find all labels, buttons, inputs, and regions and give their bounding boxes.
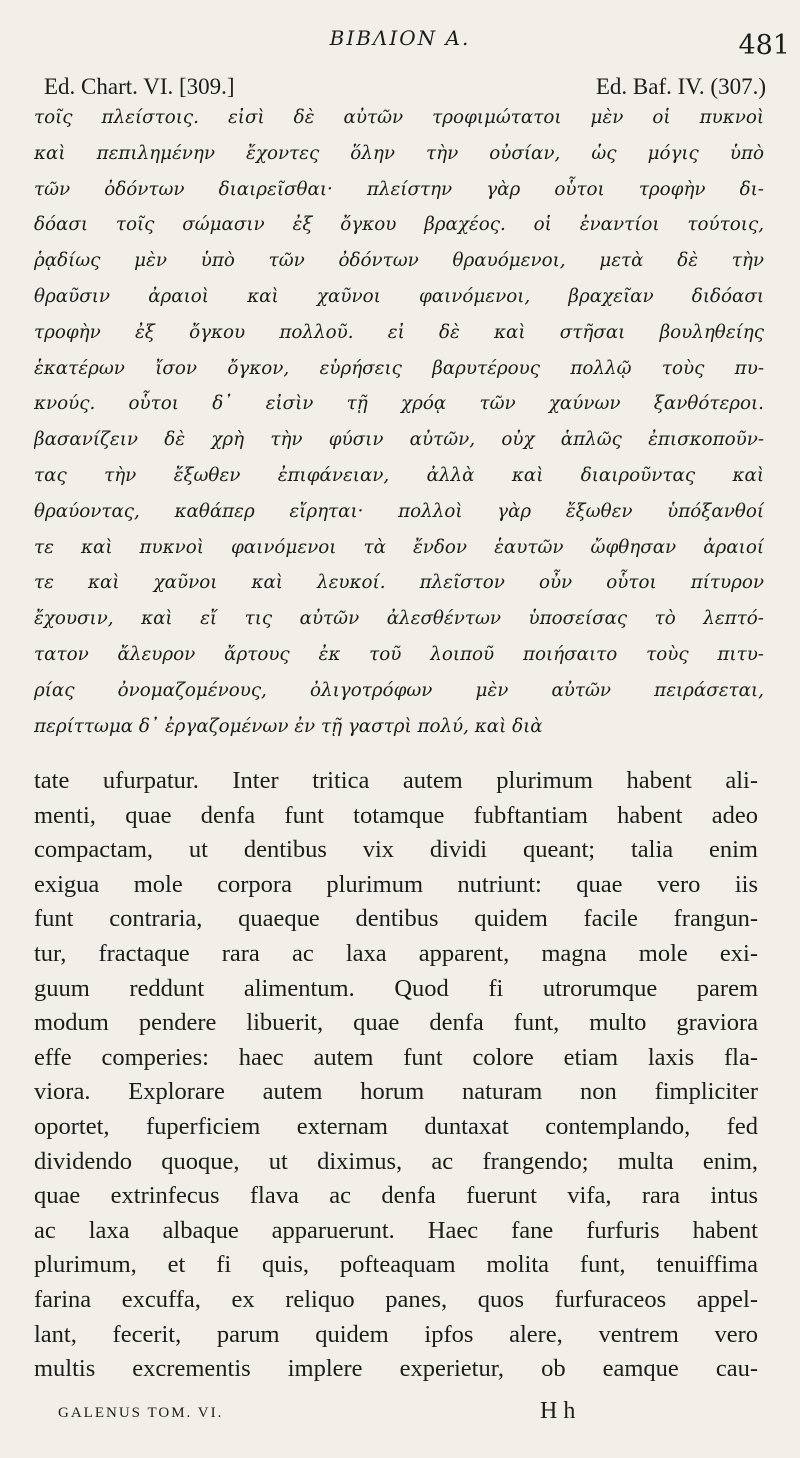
latin-text-line: plurimum, et fi quis, pofteaquam molita funt, tenuiffima <box>34 1251 758 1279</box>
greek-text-line: ἑκατέρων ἴσον ὄγκον, εὑρήσεις βαρυτέρους πολλῷ τοὺς πυ- <box>34 357 764 379</box>
greek-text-line: περίττωμα δ᾽ ἐργαζομένων ἐν τῇ γαστρὶ πολύ, καὶ διὰ <box>34 715 543 737</box>
greek-text-line: ῥᾳδίως μὲν ὑπὸ τῶν ὀδόντων θραυόμενοι, μετὰ δὲ τὴν <box>34 250 764 272</box>
latin-text-line: oportet, fuperficiem externam duntaxat contemplando, fed <box>34 1112 758 1140</box>
greek-text-line: τῶν ὀδόντων διαιρεῖσθαι· πλείστην γὰρ οὗτοι τροφὴν δι- <box>34 178 764 200</box>
latin-text-line: farina excuffa, ex reliquo panes, quos furfuraceos appel- <box>34 1285 758 1313</box>
edition-reference-left: Ed. Chart. VI. [309.] <box>44 74 235 99</box>
latin-text-line: modum pendere libuerit, quae denfa funt, multo graviora <box>34 1009 758 1037</box>
latin-text-line: exigua mole corpora plurimum nutriunt: quae vero iis <box>34 870 758 898</box>
footer-signature-mark: H h <box>540 1398 576 1424</box>
latin-text-line: funt contraria, quaeque dentibus quidem facile frangun- <box>34 905 758 933</box>
latin-text-line: tur, fractaque rara ac laxa apparent, magna mole exi- <box>34 939 758 967</box>
latin-text-line: menti, quae denfa funt totamque fubftantiam habent adeo <box>34 801 758 829</box>
edition-reference-right: Ed. Baf. IV. (307.) <box>595 74 766 99</box>
greek-text-line: θραύοντας, καθάπερ εἴρηται· πολλοὶ γὰρ ἔξωθεν ὑπόξανθοί <box>34 500 764 522</box>
running-title: BIBΛΙΟΝ Α. <box>329 26 471 50</box>
latin-text-line: ac laxa albaque apparuerunt. Haec fane furfuris habent <box>34 1216 758 1244</box>
latin-text-line: compactam, ut dentibus vix dividi queant; talia enim <box>34 836 758 864</box>
greek-text-line: κνούς. οὗτοι δ᾽ εἰσὶν τῇ χρόᾳ τῶν χαύνων ξανθότεροι. <box>34 393 764 415</box>
greek-text-line: καὶ πεπιλημένην ἔχοντες ὅλην τὴν οὐσίαν, ὡς μόγις ὑπὸ <box>34 142 764 164</box>
latin-text-line: lant, fecerit, parum quidem ipfos alere, ventrem vero <box>34 1320 758 1348</box>
greek-text-line: τε καὶ πυκνοὶ φαινόμενοι τὰ ἔνδον ἑαυτῶν ὤφθησαν ἀραιοί <box>34 536 764 558</box>
latin-text-block <box>34 764 758 1387</box>
latin-text-line: tate ufurpatur. Inter tritica autem plurimum habent ali- <box>34 767 758 794</box>
greek-text-block <box>34 100 764 744</box>
greek-text-line: θραῦσιν ἀραιοὶ καὶ χαῦνοι φαινόμενοι, βραχεῖαν διδόασι <box>34 285 764 307</box>
greek-text-line: ρίας ὀνομαζομένους, ὀλιγοτρόφων μὲν αὐτῶν πειράσεται, <box>34 679 764 701</box>
latin-text-line: guum reddunt alimentum. Quod fi utrorumque parem <box>34 974 758 1002</box>
greek-text-line: τροφὴν ἐξ ὄγκου πολλοῦ. εἰ δὲ καὶ στῆσαι βουληθείης <box>34 321 764 343</box>
greek-text-line: βασανίζειν δὲ χρὴ τὴν φύσιν αὐτῶν, οὐχ ἁπλῶς ἐπισκοποῦν- <box>34 429 764 451</box>
latin-text-line: viora. Explorare autem horum naturam non fimpliciter <box>34 1078 758 1106</box>
latin-text-line: multis excrementis implere experietur, ob eamque cau- <box>34 1355 758 1383</box>
page-number: 481 <box>738 30 790 61</box>
latin-text-line: quae extrinfecus flava ac denfa fuerunt vifa, rara intus <box>34 1182 758 1210</box>
latin-text-line: effe comperies: haec autem funt colore etiam laxis fla- <box>34 1043 758 1071</box>
greek-text-line: τοῖς πλείστοις. εἰσὶ δὲ αὐτῶν τροφιμώτατοι μὲν οἱ πυκνοὶ <box>34 107 764 128</box>
footer-volume-label: GALENUS TOM. VI. <box>58 1405 224 1421</box>
greek-text-line: τας τὴν ἔξωθεν ἐπιφάνειαν, ἀλλὰ καὶ διαιροῦντας καὶ <box>34 464 764 486</box>
greek-text-line: ἔχουσιν, καὶ εἴ τις αὐτῶν ἀλεσθέντων ὑποσείσας τὸ λεπτό- <box>34 608 764 630</box>
greek-text-line: τατον ἄλευρον ἄρτους ἐκ τοῦ λοιποῦ ποιήσαιτο τοὺς πιτυ- <box>34 643 764 665</box>
greek-text-line: τε καὶ χαῦνοι καὶ λευκοί. πλεῖστον οὖν οὗτοι πίτυρον <box>34 572 764 594</box>
greek-text-line: δόασι τοῖς σώμασιν ἐξ ὄγκου βραχέος. οἱ ἐναντίοι τούτοις, <box>34 214 764 236</box>
latin-text-line: dividendo quoque, ut diximus, ac frangendo; multa enim, <box>34 1147 758 1175</box>
